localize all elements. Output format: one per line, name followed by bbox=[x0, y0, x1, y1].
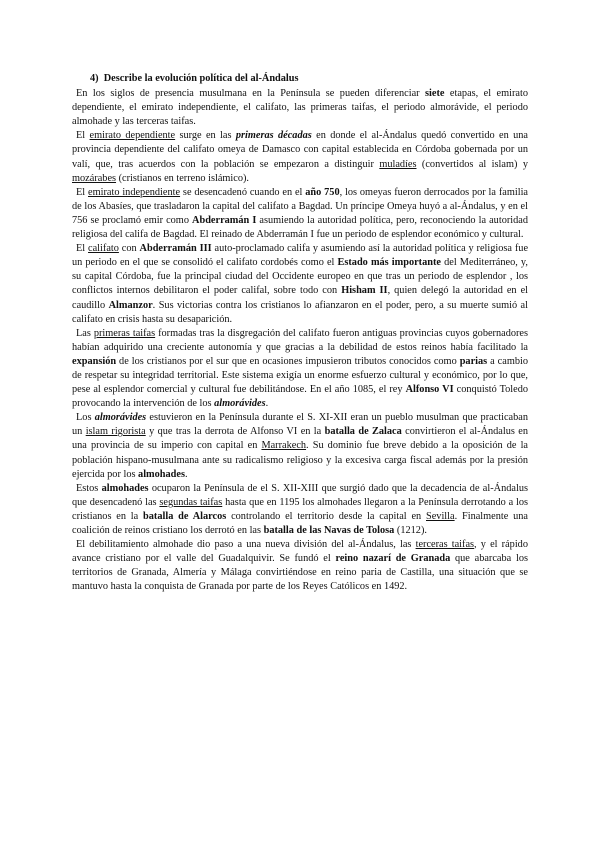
underlined-term: califato bbox=[88, 243, 119, 255]
text-run: Los bbox=[76, 412, 95, 424]
emphasized-term: primeras décadas bbox=[235, 130, 312, 142]
text-run: . Sus victorias contra los cristianos lo afianzaron en el poder, pero, a su muerte sumió al califato en crisis hasta su desaparición. bbox=[72, 299, 528, 325]
text-run: convirtieron el al-Ándalus en una provincia de su imperio con capital en bbox=[72, 426, 528, 452]
paragraph bbox=[72, 87, 528, 129]
underlined-term: islam rigorista bbox=[85, 426, 146, 438]
text-run: controlando el territorio desde la capital en bbox=[226, 510, 426, 522]
emphasized-term: reino nazarí de Granada bbox=[335, 553, 451, 565]
underlined-term: terceras taifas bbox=[415, 539, 475, 551]
emphasized-term: Alfonso VI bbox=[405, 384, 454, 396]
text-run: , y el rápido avance cristiano por el valle del Guadalquivir. Se fundó el bbox=[72, 539, 528, 565]
emphasized-term: expansión bbox=[72, 355, 117, 367]
text-run: (convertidos al islam) y bbox=[416, 158, 528, 170]
text-run: . Finalmente una coalición de reinos cristiano los derrotó en las bbox=[72, 510, 528, 536]
text-run: se desencadenó cuando en el bbox=[180, 186, 306, 198]
text-run: surge en las bbox=[175, 130, 236, 142]
document-body bbox=[72, 72, 528, 594]
text-run: formadas tras la disgregación del califato fueron antiguas provincias cuyos gobernadores habían adquirido una creciente autonomía y que gracias a la debilidad de estos reinos había facilitado la bbox=[72, 327, 528, 353]
text-run: , los omeyas fueron derrocados por la familia de los Abasíes, que trasladaron la capital del califato a Bagdad. Un príncipe Omeya huyó a al-Ándalus, y en el 756 se proclamó emir como bbox=[72, 186, 528, 226]
emphasized-term: almorávides bbox=[94, 412, 147, 424]
text-run: hasta que en 1195 los almohades llegaron a la Península derrotando a los cristianos en la bbox=[72, 496, 528, 522]
paragraph bbox=[72, 129, 528, 185]
text-run: auto-proclamado califa y asumiendo así la autoridad política y religiosa fue un periodo en el que se consolidó el califato cordobés como el bbox=[72, 243, 529, 269]
paragraph bbox=[72, 411, 528, 481]
text-run: ocuparon la Península de el S. XII-XIII que surgió dado que la decadencia de al-Ándalus que desencadenó las bbox=[72, 482, 528, 508]
answer-paragraphs bbox=[72, 87, 528, 594]
emphasized-term: batalla de Zalaca bbox=[324, 426, 402, 438]
underlined-term: segundas taifas bbox=[159, 496, 223, 508]
text-run: El bbox=[76, 130, 90, 142]
text-run: a cambio de respetar su integridad territorial. Este sistema exigía un enorme esfuerzo cultural y económico, por lo que, pese al esplendor comercial y cultural fue debilitándose. En el año 1085, el rey bbox=[72, 355, 528, 396]
emphasized-term: batalla de las Navas de Tolosa bbox=[263, 525, 395, 536]
text-run: con bbox=[118, 243, 140, 255]
underlined-term: emirato dependiente bbox=[89, 130, 176, 142]
text-run: conquistó Toledo provocando la intervención de los bbox=[72, 384, 529, 410]
underlined-term: emirato independiente bbox=[88, 186, 181, 198]
paragraph bbox=[72, 242, 528, 327]
text-run: Las bbox=[76, 327, 94, 339]
text-run: . bbox=[265, 398, 269, 410]
question-heading: 4) Describe la evolución política del al-Ándalus bbox=[90, 73, 299, 84]
paragraph bbox=[72, 327, 528, 412]
text-run: estuvieron en la Península durante el S. XI-XII eran un pueblo musulman que practicaban un bbox=[72, 412, 528, 438]
text-run: (cristianos en terreno islámico). bbox=[116, 172, 249, 184]
text-run: El bbox=[76, 186, 89, 198]
text-run: (1212). bbox=[394, 525, 427, 536]
text-run: El bbox=[76, 243, 89, 255]
text-run: . Su dominio fue breve debido a la oposición de la población hispano-musulmana ante su radicalismo religioso y la excesiva carga fiscal además por la presión ejercida por los bbox=[72, 440, 529, 480]
underlined-term: muladíes bbox=[379, 158, 417, 170]
text-run: En los siglos de presencia musulmana en la Península se pueden diferenciar bbox=[76, 88, 426, 100]
text-run: de los cristianos por el sur que en ocasiones impusieron tributos conocidos como bbox=[116, 355, 460, 367]
underlined-term: mozárabes bbox=[72, 172, 117, 184]
text-run: etapas, el emirato dependiente, el emirato independiente, el califato, las primeras taifas, el periodo almorávide, el periodo almohade y las terceras taifas. bbox=[72, 88, 528, 128]
emphasized-term: Estado más importante bbox=[337, 257, 441, 269]
underlined-term: Marrakech bbox=[261, 440, 307, 452]
emphasized-term: año 750 bbox=[305, 186, 340, 198]
text-run: Estos bbox=[76, 482, 102, 494]
emphasized-term: Abderramán III bbox=[139, 243, 212, 255]
emphasized-term: batalla de Alarcos bbox=[143, 510, 227, 522]
text-run: y que tras la derrota de Alfonso VI en la bbox=[145, 426, 325, 438]
emphasized-term: Almanzor bbox=[108, 299, 153, 311]
text-run: asumiendo la autoridad política, pero, reconociendo la autoridad religiosa del califa de Bagdad. El reinado de Abderramán I fue un periodo de esplendor económico y cultural. bbox=[72, 214, 528, 241]
text-run: El debilitamiento almohade dio paso a una nueva división del al-Ándalus, las bbox=[76, 539, 416, 551]
emphasized-term: almohades bbox=[138, 468, 185, 480]
emphasized-term: Hisham II bbox=[341, 285, 388, 297]
text-run: , quien delegó la autoridad en el caudillo bbox=[72, 285, 529, 311]
text-run: del Mediterráneo, y, su capital Córdoba, fue la principal ciudad del Occidente europeo en que tras un periodo de esplendor , los conflictos internos debilitaron el poder califal, sobre todo con bbox=[72, 257, 528, 297]
emphasized-term: siete bbox=[425, 88, 445, 100]
emphasized-term: almorávides bbox=[214, 398, 266, 410]
paragraph bbox=[72, 482, 528, 538]
emphasized-term: Abderramán I bbox=[192, 214, 257, 226]
underlined-term: Sevilla bbox=[426, 510, 455, 522]
underlined-term: primeras taifas bbox=[93, 327, 156, 339]
paragraph bbox=[72, 538, 528, 594]
text-run: que abarcaba los territorios de Granada, Almería y Málaga convirtiéndose en reino paria de Castilla, una situación que se mantuvo hasta la conquista de Granada por parte de los Reyes Católicos en 1492. bbox=[72, 553, 528, 593]
text-run: . bbox=[184, 468, 188, 480]
emphasized-term: parias bbox=[459, 355, 488, 367]
paragraph bbox=[72, 186, 528, 242]
emphasized-term: almohades bbox=[101, 482, 149, 494]
text-run: en donde el al-Ándalus quedó convertido en una provincia dependiente del califato omeya de Damasco con capital establecida en Córdoba gobernada por un valí, que, tras acuerdos con la población se empezaron a distinguir bbox=[72, 130, 528, 170]
